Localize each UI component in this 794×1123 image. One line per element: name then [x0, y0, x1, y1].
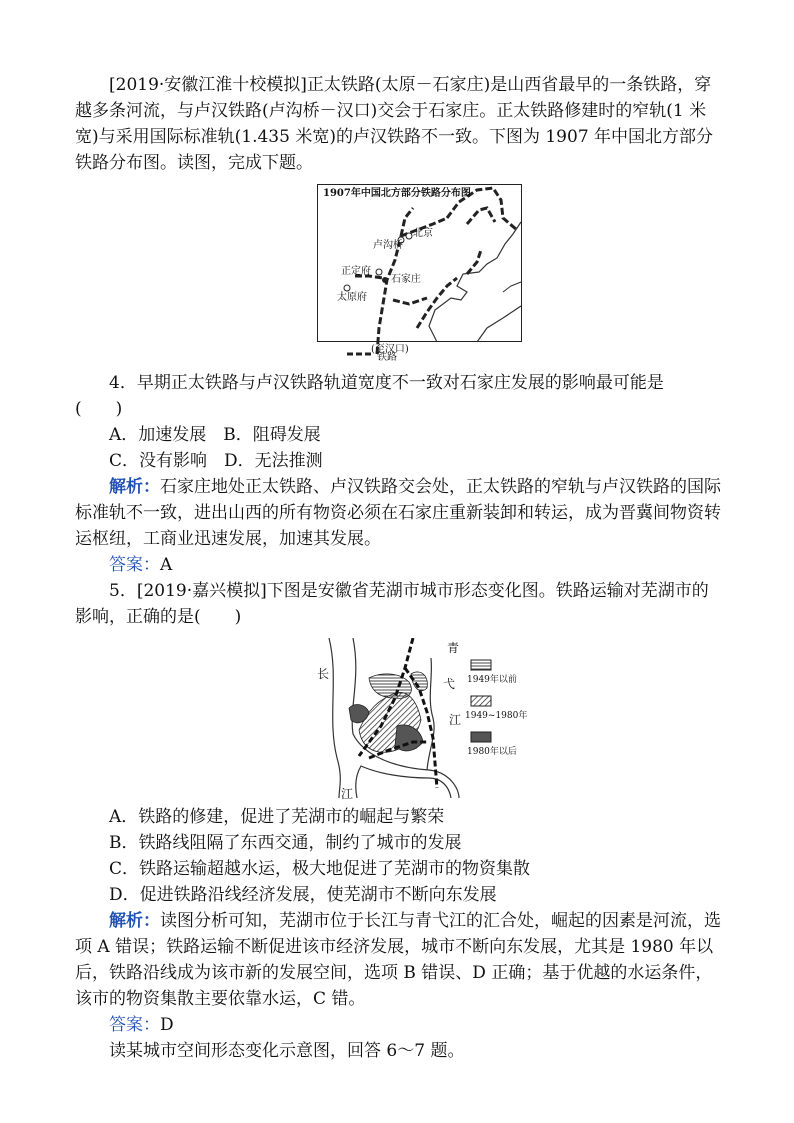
label-taiyuan: 太原府 — [337, 292, 367, 303]
label-zhengding: 正定府 — [341, 266, 371, 277]
map1-legend: 铁路 — [377, 352, 397, 363]
map1-title: 1907年中国北方部分铁路分布图 — [323, 188, 471, 199]
q5-option-b: B．铁路线阻隔了东西交通，制约了城市的发展 — [109, 833, 462, 853]
document-page — [75, 72, 725, 1064]
label-hankou: (至汉口) — [371, 344, 409, 355]
q4-option-b: B．阻碍发展 — [223, 425, 321, 445]
legend-before-1949: 1949年以前 — [467, 675, 517, 685]
q5-stem: 5．[2019·嘉兴模拟]下图是安徽省芜湖市城市形态变化图。铁路运输对芜湖市的影响，正确的是( ) — [75, 581, 709, 627]
q4-option-d: D．无法推测 — [224, 451, 323, 471]
intro-paragraph: [2019·安徽江淮十校模拟]正太铁路(太原－石家庄)是山西省最早的一条铁路，穿越多条河流，与卢汉铁路(卢沟桥－汉口)交会于石家庄。正太铁路修建时的窄轨(1 米宽)与采用国际标准轨(1.435 米宽)的卢汉铁路不一致。下图为 1907 年中国北方部分铁路分布图。读图，完成下题。 — [75, 75, 714, 173]
q5-option-a: A．铁路的修建，促进了芜湖市的崛起与繁荣 — [109, 807, 445, 827]
label-chang: 长 — [317, 667, 330, 681]
q5-option-d: D．促进铁路沿线经济发展，使芜湖市不断向东发展 — [109, 885, 497, 905]
q5-analysis-text: 读图分析可知，芜湖市位于长江与青弋江的汇合处，崛起的因素是河流，选项 A 错误；铁路运输不断促进该市经济发展，城市不断向东发展，尤其是 1980 年以后，铁路沿线成为该市新的发展空间，选项 B 错误、D 正确；基于优越的水运条件，该市的物资集散主要依靠水运，C 错。 — [75, 911, 721, 1009]
label-qing: 青 — [447, 641, 460, 655]
label-lugouqiao: 卢沟桥 — [373, 240, 403, 251]
q4-options-cd — [75, 448, 725, 474]
q4-answer-label: 答案： — [109, 555, 160, 575]
legend-1949-1980: 1949~1980年 — [465, 711, 528, 721]
q4-options-ab — [75, 422, 725, 448]
q4-stem: 4．早期正太铁路与卢汉铁路轨道宽度不一致对石家庄发展的影响最可能是 — [109, 373, 664, 393]
q4-answer — [75, 552, 725, 578]
railway-map-1907 — [317, 178, 525, 364]
q4-analysis — [75, 474, 725, 552]
legend-after-1980: 1980年以后 — [467, 747, 517, 757]
q5-answer — [75, 1012, 725, 1038]
label-shijiazhuang: 石家庄 — [391, 274, 421, 285]
q4-analysis-label: 解析： — [109, 477, 160, 497]
q4-option-c: C．没有影响 — [109, 451, 208, 471]
q4-answer-value: A — [160, 555, 173, 575]
q5-answer-label: 答案： — [109, 1015, 160, 1035]
q5-option-c: C．铁路运输超越水运，极大地促进了芜湖市的物资集散 — [109, 859, 531, 879]
q4-analysis-text: 石家庄地处正太铁路、卢汉铁路交会处，正太铁路的窄轨与卢汉铁路的国际标准轨不一致，进出山西的所有物资必须在石家庄重新装卸和转运，成为晋冀间物资转运枢纽，工商业迅速发展，加速其发展。 — [75, 477, 721, 549]
label-jiang: 江 — [341, 787, 354, 801]
q5-analysis-label: 解析： — [109, 911, 160, 931]
label-beijing: 北京 — [413, 228, 433, 239]
q4-blank: ( ) — [75, 399, 123, 419]
q4-option-a: A．加速发展 — [109, 425, 207, 445]
q5-answer-value: D — [160, 1015, 174, 1035]
next-section-intro: 读某城市空间形态变化示意图，回答 6～7 题。 — [109, 1041, 465, 1061]
label-yi: 弋 — [443, 677, 456, 691]
q5-analysis — [75, 908, 725, 1012]
label-jiang2: 江 — [449, 713, 462, 727]
wuhu-map — [309, 638, 559, 801]
